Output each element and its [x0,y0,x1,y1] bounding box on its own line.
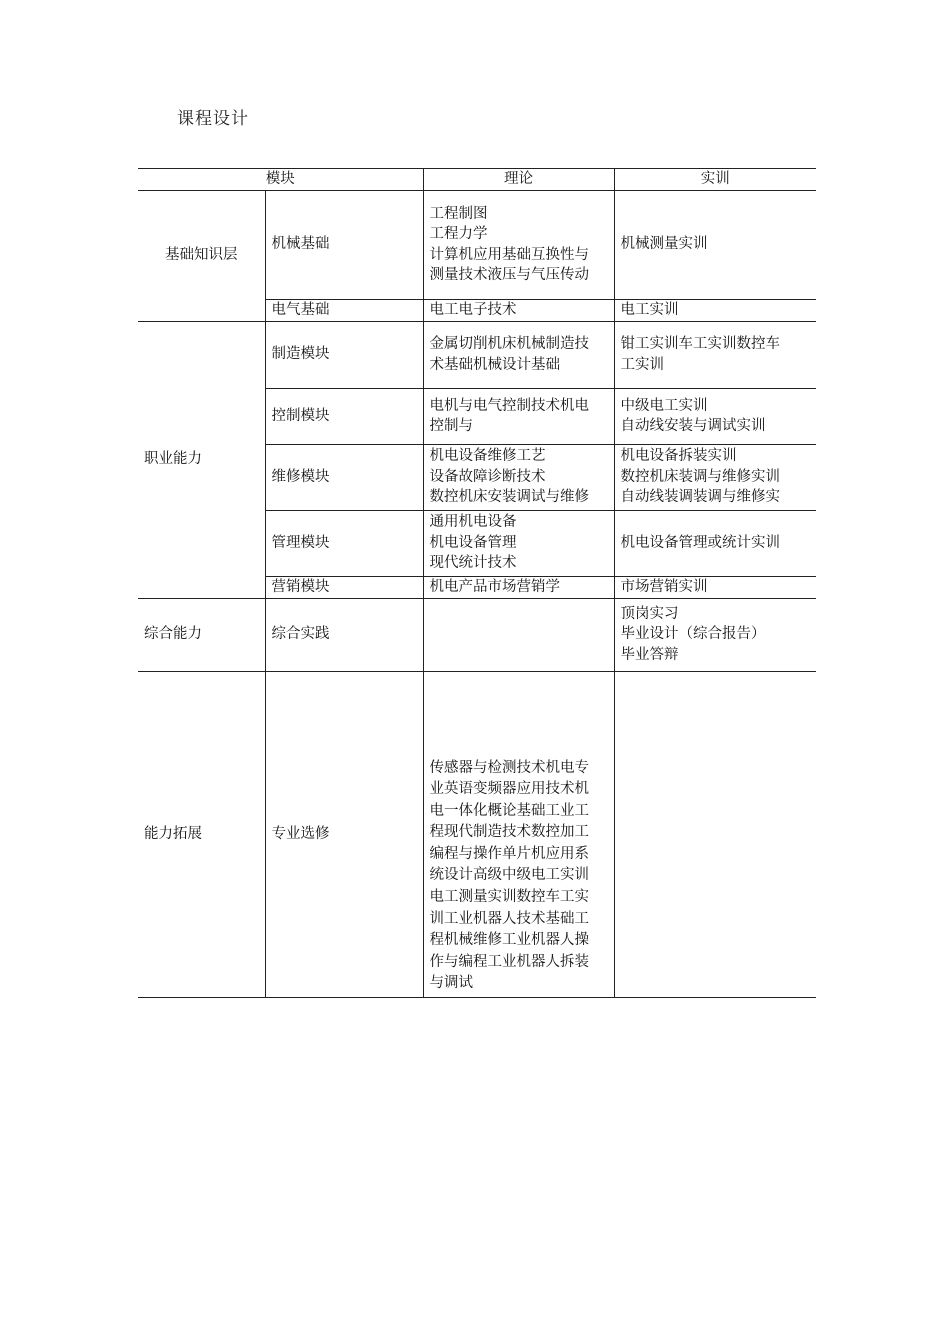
theory-cell: 机电设备维修工艺 设备故障诊断技术 数控机床安装调试与维修 [423,444,614,510]
table-row [138,671,816,997]
training-cell: 电工实训 [614,299,816,321]
table-row [138,598,816,671]
table-row [138,321,816,388]
theory-cell: 机电产品市场营销学 [423,576,614,598]
theory-cell: 电机与电气控制技术机电 控制与 [423,388,614,444]
theory-cell: 金属切削机床机械制造技 术基础机械设计基础 [423,321,614,388]
course-design-table [138,168,816,998]
training-cell [614,671,816,997]
module-cell: 综合实践 [265,598,423,671]
section-professional-label: 职业能力 [138,321,265,598]
header-module: 模块 [138,169,423,191]
training-cell: 钳工实训车工实训数控车 工实训 [614,321,816,388]
training-cell: 机械测量实训 [614,190,816,299]
module-cell: 电气基础 [265,299,423,321]
table-row [138,190,816,299]
theory-cell [423,598,614,671]
module-cell: 维修模块 [265,444,423,510]
training-cell: 市场营销实训 [614,576,816,598]
section-extension-label: 能力拓展 [138,671,265,997]
header-theory: 理论 [423,169,614,191]
module-cell: 制造模块 [265,321,423,388]
section-comprehensive-label: 综合能力 [138,598,265,671]
theory-cell: 通用机电设备 机电设备管理 现代统计技术 [423,510,614,576]
training-cell: 机电设备管理或统计实训 [614,510,816,576]
theory-cell: 电工电子技术 [423,299,614,321]
table-header-row [138,169,816,191]
module-cell: 营销模块 [265,576,423,598]
module-cell: 机械基础 [265,190,423,299]
module-cell: 专业选修 [265,671,423,997]
module-cell: 控制模块 [265,388,423,444]
training-cell: 中级电工实训 自动线安装与调试实训 [614,388,816,444]
training-cell: 顶岗实习 毕业设计（综合报告） 毕业答辩 [614,598,816,671]
training-cell: 机电设备拆装实训 数控机床装调与维修实训 自动线装调装调与维修实 [614,444,816,510]
header-training: 实训 [614,169,816,191]
theory-cell: 传感器与检测技术机电专 业英语变频器应用技术机 电一体化概论基础工业工 程现代制造技术数控加工 编程与操作单片机应用系 统设计高级中级电工实训 电工测量实训数控车工实 训工业机器人技术基础工 程机械维修工业机器人操 作与编程工业机器人拆装 与调试 [423,671,614,997]
document-title: 课程设计 [177,109,249,129]
theory-cell: 工程制图 工程力学 计算机应用基础互换性与 测量技术液压与气压传动 [423,190,614,299]
module-cell: 管理模块 [265,510,423,576]
section-basic-label: 基础知识层 [138,190,265,321]
